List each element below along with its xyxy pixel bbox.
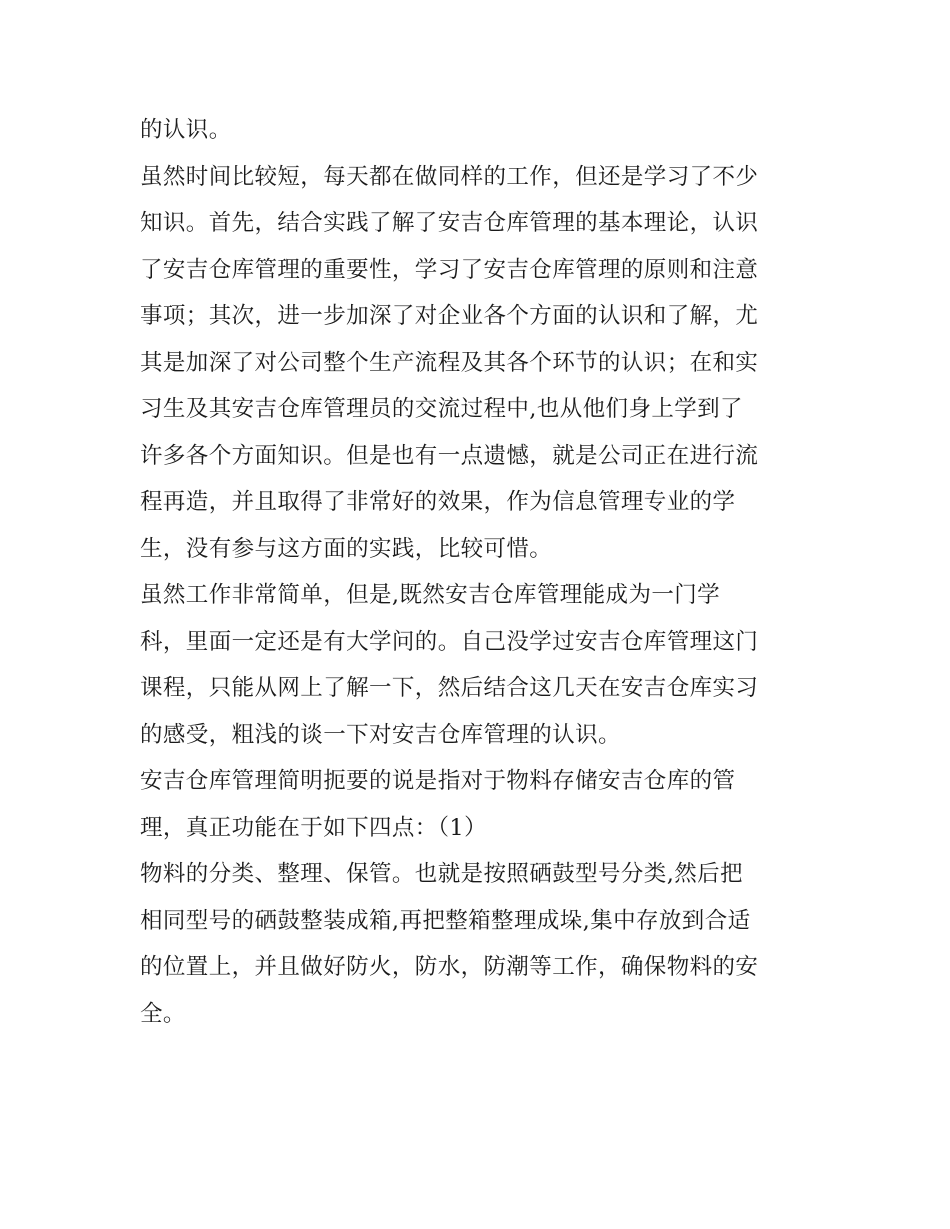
text-line: 安吉仓库管理简明扼要的说是指对于物料存储安吉仓库的管 bbox=[140, 768, 736, 794]
text-line: 程再造，并且取得了非常好的效果，作为信息管理专业的学 bbox=[140, 489, 736, 515]
text-line: 许多各个方面知识。但是也有一点遗憾，就是公司正在进行流 bbox=[140, 442, 759, 469]
text-line: 生，没有参与这方面的实践，比较可惜。 bbox=[140, 535, 553, 562]
text-line: 科，里面一定还是有大学问的。自己没学过安吉仓库管理这门 bbox=[140, 628, 759, 655]
text-line: 的感受，粗浅的谈一下对安吉仓库管理的认识。 bbox=[140, 721, 621, 748]
text-line: 了安吉仓库管理的重要性，学习了安吉仓库管理的原则和注意 bbox=[140, 256, 759, 283]
text-line: 其是加深了对公司整个生产流程及其各个环节的认识；在和实 bbox=[140, 349, 759, 376]
document-body bbox=[140, 107, 820, 1037]
text-line: 全。 bbox=[140, 1000, 186, 1027]
text-line: 的位置上，并且做好防火，防水，防潮等工作，确保物料的安 bbox=[140, 954, 759, 980]
text-line: 事项；其次，进一步加深了对企业各个方面的认识和了解，尤 bbox=[140, 303, 759, 329]
text-line: 虽然工作非常简单，但是,既然安吉仓库管理能成为一门学 bbox=[140, 582, 721, 608]
text-line: 习生及其安吉仓库管理员的交流过程中,也从他们身上学到了 bbox=[140, 396, 743, 422]
text-line: 课程，只能从网上了解一下，然后结合这几天在安吉仓库实习 bbox=[140, 675, 759, 701]
text-line: 相同型号的硒鼓整装成箱,再把整箱整理成垛,集中存放到合适 bbox=[140, 907, 751, 934]
text-line: 知识。首先，结合实践了解了安吉仓库管理的基本理论，认识 bbox=[140, 210, 759, 236]
text-line: 虽然时间比较短，每天都在做同样的工作，但还是学习了不少 bbox=[140, 163, 759, 190]
text-line: 理，真正功能在于如下四点：（1） bbox=[140, 814, 487, 841]
text-line: 物料的分类、整理、保管。也就是按照硒鼓型号分类,然后把 bbox=[140, 861, 743, 887]
text-line: 的认识。 bbox=[140, 117, 232, 143]
